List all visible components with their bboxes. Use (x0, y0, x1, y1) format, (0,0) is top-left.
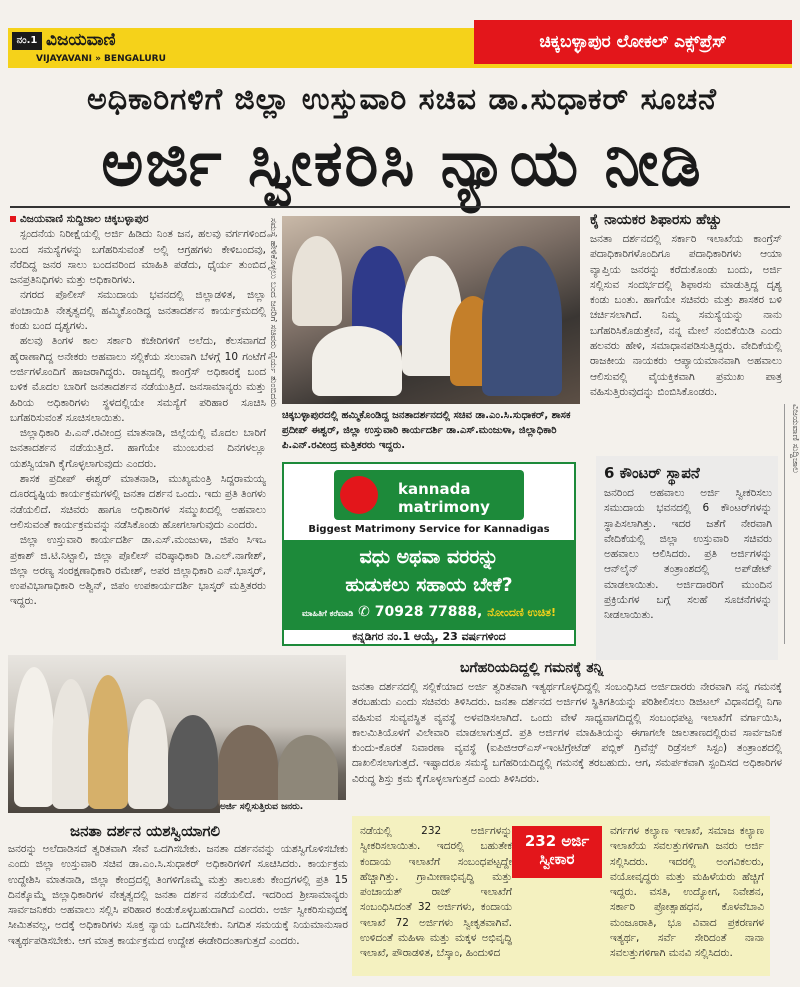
paragraph: ಶಾಸಕ ಪ್ರದೀಪ್ ಈಶ್ವರ್ ಮಾತನಾಡಿ, ಮುಖ್ಯಮಂತ್ರಿ ಸಿದ್ದರಾಮಯ್ಯ ದೂರದೃಷ್ಟಿಯ ಕಾರ್ಯಕ್ರಮಗಳಲ್ಲಿ ಜನತಾ ದರ್ಶನ ಒಂದು. ಇದು ಪ್ರತಿ ತಿಂಗಳು ನಡೆಯಲಿದೆ. ಸಚಿವರು ಹಾಗೂ ಅಧಿಕಾರಿಗಳ ಸಮ್ಮುಖದಲ್ಲಿ ಅಹವಾಲು ಆಲಿಸುವಂತೆ ಕಾರ್ಯಕ್ರಮವನ್ನು ನಡೆಸಿಕೊಂಡು ಹೋಗಲಾಗುವುದು ಎಂದರು. (10, 473, 266, 531)
sidebar-text: ಜನರಿಂದ ಅಹವಾಲು ಅರ್ಜಿ ಸ್ವೀಕರಿಸಲು ಸಮುದಾಯ ಭವನದಲ್ಲಿ 6 ಕೌಂಟರ್‌ಗಳನ್ನು ಸ್ಥಾಪಿಸಲಾಗಿತ್ತು. ಇದರ ಜತೆಗೆ ನೇರವಾಗಿ ವೇದಿಕೆಯಲ್ಲಿ ಜಿಲ್ಲಾ ಉಸ್ತುವಾರಿ ಸಚಿವರು ಅಹವಾಲು ಆಲಿಸಿದರು. ಪ್ರತಿ ಅರ್ಜಿಗಳನ್ನು ಆನ್‌ಲೈನ್ ತಂತ್ರಾಂಶದಲ್ಲಿ ಅಪ್‌ಡೇಟ್ ಮಾಡಲಾಯಿತು. ಅರ್ಜಿದಾರರಿಗೆ ಮುಂದಿನ ಪ್ರಕ್ರಿಯೆಗಳ ಬಗ್ಗೆ ಸಲಹೆ ಸೂಚನೆಗಳನ್ನು ನೀಡಲಾಯಿತು. (604, 487, 772, 622)
photo-figure (218, 725, 278, 809)
ad-band (284, 540, 574, 630)
paragraph: ನಗರದ ಪೊಲೀಸ್ ಸಮುದಾಯ ಭವನದಲ್ಲಿ ಜಿಲ್ಲಾಡಳಿತ, ಜಿಲ್ಲಾ ಪಂಚಾಯಿತಿ ನೇತೃತ್ವದಲ್ಲಿ ಹಮ್ಮಿಕೊಂಡಿದ್ದ ಜನತಾದರ್ಶನ ಕಾರ್ಯಕ್ರಮದಲ್ಲಿ ಕಂಡು ಬಂದ ದೃಶ್ಯಗಳು. (10, 289, 266, 333)
applications-left-text: ನಡೆಯಲ್ಲಿ 232 ಅರ್ಜಿಗಳನ್ನು ಸ್ವೀಕರಿಸಲಾಯಿತು. ಇದರಲ್ಲಿ ಬಹುತೇಕ ಕಂದಾಯ ಇಲಾಖೆಗೆ ಸಂಬಂಧಪಟ್ಟದ್ದೇ ಹೆಚ್ಚಾಗಿತ್ತು. ಗ್ರಾಮೀಣಾಭಿವೃದ್ಧಿ ಮತ್ತು ಪಂಚಾಯತ್ ರಾಜ್ ಇಲಾಖೆಗೆ ಸಂಬಂಧಿಸಿದಂತೆ 32 ಅರ್ಜಿಗಳು, ಕಂದಾಯ ಇಲಾಖೆ 72 ಅರ್ಜಿಗಳು ಸ್ವೀಕೃತವಾಗಿವೆ. ಉಳಿದಂತೆ ಮಹಿಳಾ ಮತ್ತು ಮಕ್ಕಳ ಅಭಿವೃದ್ಧಿ ಇಲಾಖೆ, ಪೌರಾಡಳಿತ, ಬೆಸ್ಕಾಂ, ಹಿಂದುಳಿದ (360, 825, 512, 960)
ad-logo (334, 470, 524, 520)
count-badge-number: 232 ಅರ್ಜಿ (524, 832, 590, 850)
paragraph: ಹಲವು ತಿಂಗಳ ಕಾಲ ಸರ್ಕಾರಿ ಕಚೇರಿಗಳಿಗೆ ಅಲೆದು, ಕೆಲಸವಾಗದೆ ಹೈರಾಣಾಗಿದ್ದ ಅನೇಕರು ಅಹವಾಲು ಸಲ್ಲಿಕೆಯ ಸಲುವಾಗಿ ಬೆಳಗ್ಗೆ 10 ಗಂಟೆಗೆ ಅರ್ಜಿಗಳೊಂದಿಗೆ ಹಾಜರಾಗಿದ್ದರು. ರಾಜ್ಯದಲ್ಲಿ ಕಾಂಗ್ರೆಸ್ ಅಧಿಕಾರಕ್ಕೆ ಬಂದ ಬಳಿಕ ಮೊದಲ ಬಾರಿಗೆ ಜನತಾದರ್ಶನ ನಡೆಯುತ್ತಿದೆ. ಜನಸಾಮಾನ್ಯರು ಮತ್ತು ಹಿರಿಯ ಅಧಿಕಾರಿಗಳು ಸ್ಥಳದಲ್ಲಿಯೇ ಸಮಸ್ಯೆಗೆ ಪರಿಹಾರ ಸೂಚಿಸಿ ಬಗೆಹರಿಸುವಂತೆ ಸೂಚಿಸಲಾಯಿತು. (10, 335, 266, 424)
right-column: ಜನತಾ ದರ್ಶನದಲ್ಲಿ ಸರ್ಕಾರಿ ಇಲಾಖೆಯ ಕಾಂಗ್ರೆಸ್ ಪದಾಧಿಕಾರಿಗಳೊಂದಿಗೂ ಪದಾಧಿಕಾರಿಗಳು ಆಯಾ ವ್ಯಾಪ್ತಿಯ ಜನರನ್ನು ಕರೆದುಕೊಂಡು ಬಂದು, ಅರ್ಜಿ ಸಲ್ಲಿಸುವ ಸಂದರ್ಭದಲ್ಲಿ ಶಿಫಾರಸು ಮಾಡುತ್ತಿದ್ದ ದೃಶ್ಯ ಕಂಡು ಬಂತು. ಹಾಗೆಯೇ ಸಚಿವರು ಮತ್ತು ಶಾಸಕರ ಬಳಿ ಚರ್ಚಿಸಲಾಗಿದೆ. ನಿಮ್ಮ ಸಮಸ್ಯೆಯನ್ನು ನಾನು ಬಗೆಹರಿಸಿಕೊಡುತ್ತೇನೆ, ನನ್ನ ಮೇಲೆ ನಂಬಿಕೆಯಿಡಿ ಎಂದು ಹಲವರು ಹೇಳಿ, ಸಮಾಧಾನಪಡಿಸುತ್ತಿದ್ದರು. ವೇದಿಕೆಯಲ್ಲಿ ರಾಜಕೀಯ ನಾಯಕರು ಆಪ್ಯಾಯಮಾನವಾಗಿ ಅಹವಾಲು ಆಲಿಸುವಲ್ಲಿ ವೈಯಕ್ತಿಕವಾಗಿ ಪ್ರಮುಖ ಪಾತ್ರ ವಹಿಸುತ್ತಿರುವುದನ್ನು ಬಿಂಬಿಸಿಕೊಂಡರು. (590, 233, 782, 398)
photo-figure (14, 667, 54, 807)
ad-phone-prefix: ಮಾಹಿತಿಗೆ ಕರೆಮಾಡಿ (302, 609, 354, 618)
paragraph: ಜಿಲ್ಲಾ ಉಸ್ತುವಾರಿ ಕಾರ್ಯದರ್ಶಿ ಡಾ.ಎಸ್.ಮಂಜುಳಾ, ಜಿಪಂ ಸಿಇಒ ಪ್ರಕಾಶ್ ಜಿ.ಟಿ.ನಿಟ್ಟಾಲಿ, ಜಿಲ್ಲಾ ಪೊಲೀಸ್ ವರಿಷ್ಠಾಧಿಕಾರಿ ಡಿ.ಎಲ್.ನಾಗೇಶ್, ಜಿಲ್ಲಾ ಅರಣ್ಯ ಸಂರಕ್ಷಣಾಧಿಕಾರಿ ರಮೇಶ್, ಅಪರ ಜಿಲ್ಲಾಧಿಕಾರಿ ಎನ್.ಭಾಸ್ಕರ್, ಉಪವಿಭಾಗಾಧಿಕಾರಿ ಅಶ್ವಿನ್, ಜಿಪಂ ಉಪಕಾರ್ಯದರ್ಶಿ ಭಾಸ್ಕರ್ ಮತ್ತಿತರರು ಇದ್ದರು. (10, 534, 266, 608)
right-edge-strip: ವಿಜಯವಾಣಿ ಸುದ್ದಿಜಾಲ (784, 404, 800, 644)
photo2-caption: ಅರ್ಜಿ ಸಲ್ಲಿಸುತ್ತಿರುವ ಜನರು. (220, 800, 346, 815)
photo-figure (168, 715, 218, 809)
vertical-note: ಸಮಸ್ಯೆ ಹೇಳಿಕೊಳ್ಳಲು ಬಂದ ಜನರಿಗೆ ಸಚಿವರು ಧೈರ್ಯ ತುಂಬಿದರು (268, 218, 278, 407)
phone-icon: ✆ (358, 604, 370, 620)
bottom-column: ಜನರನ್ನು ಅಲೆದಾಡಿಸದೆ ತ್ವರಿತವಾಗಿ ಸೇವೆ ಒದಗಿಸಬೇಕು. ಜನತಾ ದರ್ಶನವನ್ನು ಯಶಸ್ವಿಗೊಳಿಸಬೇಕು ಎಂದು ಜಿಲ್ಲಾ ಉಸ್ತುವಾರಿ ಸಚಿವ ಡಾ.ಎಂ.ಸಿ.ಸುಧಾಕರ್ ಅಧಿಕಾರಿಗಳಿಗೆ ಸೂಚಿಸಿದರು. ಕಾರ್ಯಕ್ರಮ ಉದ್ದೇಶಿಸಿ ಮಾತನಾಡಿ, ಜಿಲ್ಲಾ ಕೇಂದ್ರದಲ್ಲಿ ತಿಂಗಳಿಗೊಮ್ಮೆ ಮತ್ತು ತಾಲೂಕು ಕೇಂದ್ರಗಳಲ್ಲಿ ಪ್ರತಿ 15 ದಿನಕ್ಕೊಮ್ಮೆ ಜಿಲ್ಲಾಧಿಕಾರಿಗಳ ನೇತೃತ್ವದಲ್ಲಿ ಜನತಾ ದರ್ಶನ ನಡೆಯಲಿದೆ. ಇದರಿಂದ ಶ್ರೀಸಾಮಾನ್ಯರು ಸಾರ್ವಜನಿಕರು ಅಹವಾಲು ಸಲ್ಲಿಸಿ ಪರಿಹಾರ ಕಂಡುಕೊಳ್ಳಬಹುದಾಗಿದೆ ಎಂದರು. ಅರ್ಜಿ ಸ್ವೀಕರಿಸುವುದಕ್ಕೆ ಸೀಮಿತವಲ್ಲ, ಅದಕ್ಕೆ ಅಧಿಕಾರಿಗಳು ಸೂಕ್ತ ನ್ಯಾಯ ಒದಗಿಸಬೇಕು. ನಿಗದಿತ ಸಮಯಕ್ಕೆ ನಿಯಮಾನುಸಾರ ಇತ್ಯರ್ಥಪಡಿಸಬೇಕು. ಆಗ ಮಾತ್ರ ಕಾರ್ಯಕ್ರಮದ ಉದ್ದೇಶ ಈಡೇರಿದಂತಾಗುತ್ತದೆ ಎಂದರು. (8, 843, 348, 947)
ad-brand-line1: kannada (398, 480, 471, 498)
right-subhead: ಕೈ ನಾಯಕರ ಶಿಫಾರಸು ಹೆಚ್ಚು (590, 212, 722, 228)
masthead-name: ವಿಜಯವಾಣಿ (46, 30, 116, 50)
headline-rule (10, 206, 790, 208)
edition-banner: ಚಿಕ್ಕಬಳ್ಳಾಪುರ ಲೋಕಲ್ ಎಕ್ಸ್‌ಪ್ರೆಸ್ (474, 20, 792, 64)
photo-figure (278, 735, 338, 809)
mid-column: ಜನತಾ ದರ್ಶನದಲ್ಲಿ ಸಲ್ಲಿಕೆಯಾದ ಅರ್ಜಿ ತ್ವರಿತವಾಗಿ ಇತ್ಯರ್ಥಗೊಳ್ಳದಿದ್ದಲ್ಲಿ ಸಂಬಂಧಿಸಿದ ಅರ್ಜಿದಾರರು ನೇರವಾಗಿ ನನ್ನ ಗಮನಕ್ಕೆ ತರಬಹುದು ಎಂದು ಸಚಿವರು ತಿಳಿಸಿದರು. ಜನತಾ ದರ್ಶನದ ಅರ್ಜಿಗಳ ಸ್ಥಿತಿಗತಿಯನ್ನು ಪರಿಶೀಲಿಸಲು ಡಿಜಿಟಲ್ ವಿಧಾನದಲ್ಲಿ ನಿಗಾ ವಹಿಸುವ ಸುವ್ಯವಸ್ಥಿತ ವ್ಯವಸ್ಥೆ ಅಳವಡಿಸಲಾಗಿದೆ. ಒಂದು ವೇಳೆ ಸಾಧ್ಯವಾಗದಿದ್ದಲ್ಲಿ ಸಂಬಂಧಪಟ್ಟ ಇಲಾಖೆಗೆ ವರ್ಗಾಯಿಸಿ, ಕಾಲಮಿತಿಯೊಳಗೆ ವಿಲೇವಾರಿ ಮಾಡಲಾಗುತ್ತದೆ. ಪ್ರತಿ ಅರ್ಜಿಗಳ ಮಾಹಿತಿಯನ್ನು ಈಗಾಗಲೇ ಜಾಲತಾಣದಲ್ಲಿರುವ ಸಾರ್ವಜನಿಕ ಕುಂದು-ಕೊರತೆ ನಿವಾರಣಾ ವ್ಯವಸ್ಥೆ (ಐಪಿಜಿಆರ್‌ಎಸ್-ಇಂಟಿಗ್ರೇಟೆಡ್ ಪಬ್ಲಿಕ್ ಗ್ರಿವೆನ್ಸ್ ರಿಡ್ರೆಸಲ್ ಸಿಸ್ಟಂ) ತಂತ್ರಾಂಶದಲ್ಲಿ ದಾಖಲಿಸಲಾಗುತ್ತದೆ. ಇಷ್ಟಾದರೂ ಸಮಸ್ಯೆ ಬಗೆಹರಿಯದಿದ್ದಲ್ಲಿ ಗಮನಕ್ಕೆ ತರಬಹುದು. ಆಗ, ಸಮರ್ಪಕವಾಗಿ ಸ್ಪಂದಿಸದ ಅಧಿಕಾರಿಗಳ ವಿರುದ್ಧ ಶಿಸ್ತು ಕ್ರಮ ಕೈಗೊಳ್ಳಲಾಗುತ್ತದೆ ಎಂದು ತಿಳಿಸಿದರು. (352, 681, 782, 785)
applications-right-text: ವರ್ಗಗಳ ಕಲ್ಯಾಣ ಇಲಾಖೆ, ಸಮಾಜ ಕಲ್ಯಾಣ ಇಲಾಖೆಯ ಸವಲತ್ತುಗಳಿಗಾಗಿ ಜನರು ಅರ್ಜಿ ಸಲ್ಲಿಸಿದರು. ಇದರಲ್ಲಿ ಅಂಗವಿಕಲರು, ವಯೋವೃದ್ಧರು ಮತ್ತು ಮಹಿಳೆಯರು ಹೆಚ್ಚಿಗೆ ಇದ್ದರು. ವಸತಿ, ಉದ್ಯೋಗ, ನಿವೇಶನ, ಸರ್ಕಾರಿ ಪ್ರೋತ್ಸಾಹಧನ, ಕೊಳವೆಬಾವಿ ಮಂಜೂರಾತಿ, ಭೂ ವಿವಾದ ಪ್ರಕರಣಗಳ ಇತ್ಯರ್ಥ, ಸರ್ವೆ ಸೇರಿದಂತೆ ನಾನಾ ಸವಲತ್ತುಗಳಿಗಾಗಿ ಮನವಿ ಸಲ್ಲಿಸಿದರು. (610, 825, 764, 960)
couple-icon (340, 476, 378, 514)
count-badge-word: ಸ್ವೀಕಾರ (539, 850, 575, 868)
photo1-caption: ಚಿಕ್ಕಬಳ್ಳಾಪುರದಲ್ಲಿ ಹಮ್ಮಿಕೊಂಡಿದ್ದ ಜನತಾದರ್ಶನದಲ್ಲಿ ಸಚಿವ ಡಾ.ಎಂ.ಸಿ.ಸುಧಾಕರ್, ಶಾಸಕ ಪ್ರದೀಪ್ ಈಶ್ವರ್, ಜಿಲ್ಲಾ ಉಸ್ತುವಾರಿ ಕಾರ್ಯದರ್ಶಿ ಡಾ.ಎಸ್.ಮಂಜುಳಾ, ಜಿಲ್ಲಾಧಿಕಾರಿ ಪಿ.ಎನ್.ರವೀಂದ್ರ ಮತ್ತಿತರರು ಇದ್ದರು. (282, 410, 571, 451)
byline: ವಿಜಯವಾಣಿ ಸುದ್ದಿಜಾಲ ಚಿಕ್ಕಬಳ್ಳಾಪುರ (10, 212, 266, 227)
ad-footer: ಕನ್ನಡಿಗರ ನಂ.1 ಆಯ್ಕೆ, 23 ವರ್ಷಗಳಿಂದ (352, 630, 506, 643)
masthead-subtitle: VIJAYAVANI » BENGALURU (36, 54, 166, 64)
photo-figure (292, 236, 342, 326)
kicker-headline: ಅಧಿಕಾರಿಗಳಿಗೆ ಜಿಲ್ಲಾ ಉಸ್ತುವಾರಿ ಸಚಿವ ಡಾ.ಸುಧಾಕರ್ ಸೂಚನೆ (86, 82, 718, 117)
ad-phone-line (284, 604, 574, 620)
matrimony-ad[interactable] (282, 462, 576, 646)
ad-phone-number: 70928 77888, (374, 604, 483, 620)
paragraph: ಸ್ಪಂದನೆಯ ನಿರೀಕ್ಷೆಯಲ್ಲಿ ಅರ್ಜಿ ಹಿಡಿದು ನಿಂತ ಜನ, ಹಲವು ವರ್ಗಗಳಿಂದ ಬಂದ ಸಮಸ್ಯೆಗಳನ್ನು ಬಗೆಹರಿಸುವಂತೆ ಅಲ್ಲಿ ಆಗ್ರಹಗಳು ಕೇಳಿಬಂದವು, ನೆರೆದಿದ್ದ ಜನರ ಸಾಲು ಬಂದವರಿಂದ ಮಾಹಿತಿ ಪಡೆದು, ಧೈರ್ಯ ತುಂಬಿದ ಜನಪ್ರತಿನಿಧಿಗಳು ಮತ್ತು ಅಧಿಕಾರಿಗಳು. (10, 228, 266, 287)
bottom-subhead: ಜನತಾ ದರ್ಶನ ಯಶಸ್ವಿಯಾಗಲಿ (70, 822, 221, 840)
photo-figure (88, 675, 128, 809)
lead-column (10, 212, 266, 650)
photo-figure (52, 679, 90, 809)
sidebar-heading: 6 ಕೌಂಟರ್ ಸ್ಥಾಪನೆ (604, 464, 700, 482)
paragraph: ಜಿಲ್ಲಾಧಿಕಾರಿ ಪಿ.ಎನ್.ರವೀಂದ್ರ ಮಾತನಾಡಿ, ಜಿಲ್ಲೆಯಲ್ಲಿ ಮೊದಲ ಬಾರಿಗೆ ಜನತಾದರ್ಶನ ನಡೆಯುತ್ತಿದೆ. ಹಾಗೆಯೇ ಮುಂಬರುವ ದಿನಗಳಲ್ಲೂ ಯಶಸ್ವಿಯಾಗಿ ಕೈಗೊಳ್ಳಲಾಗುವುದು ಎಂದರು. (10, 427, 266, 470)
counter-sidebar (596, 456, 778, 660)
ad-question-line2: ಹುಡುಕಲು ಸಹಾಯ ಬೇಕೆ? (345, 574, 513, 596)
ad-phone-suffix: ನೋಂದಣಿ ಉಚಿತ! (487, 606, 556, 619)
masthead-logo: ನಂ.1 (12, 32, 42, 50)
photo-figure (312, 326, 402, 396)
ad-question-line1: ವಧು ಅಥವಾ ವರರನ್ನು (359, 546, 499, 568)
photo-figure (128, 699, 168, 809)
ad-tagline: Biggest Matrimony Service for Kannadigas (308, 524, 550, 535)
count-badge (512, 826, 602, 878)
event-photo (282, 216, 580, 404)
main-headline: ಅರ್ಜಿ ಸ್ವೀಕರಿಸಿ ನ್ಯಾಯ ನೀಡಿ (101, 126, 703, 201)
ad-brand-line2: matrimony (398, 498, 490, 516)
mid-subhead: ಬಗೆಹರಿಯದಿದ್ದಲ್ಲಿ ಗಮನಕ್ಕೆ ತನ್ನಿ (460, 660, 604, 676)
queue-photo (8, 655, 346, 813)
photo-figure (482, 246, 562, 396)
